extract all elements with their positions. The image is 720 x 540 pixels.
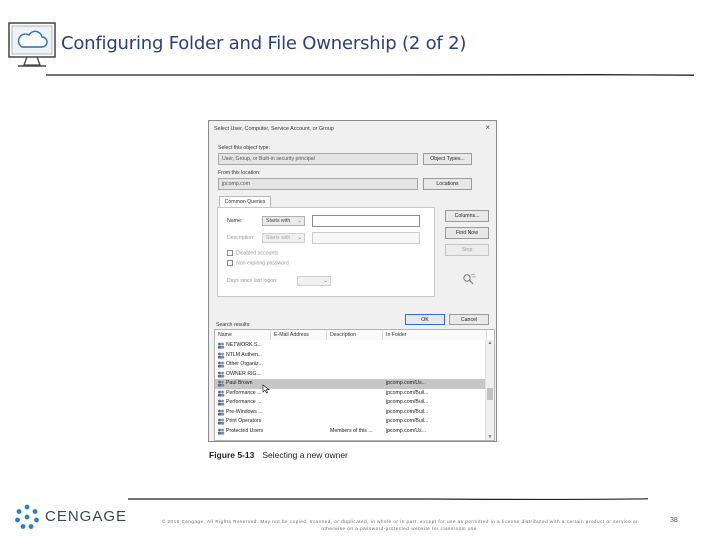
table-row[interactable] — [215, 408, 485, 418]
cell-folder: jpcomp.com/Buil... — [386, 418, 429, 424]
user-group-icon — [217, 361, 225, 368]
column-header-email[interactable]: E-Mail Address — [271, 330, 327, 340]
cell-name: Performance ... — [226, 389, 262, 396]
non-expiring-label: Non expiring password — [236, 260, 289, 267]
user-group-icon — [217, 428, 225, 435]
user-group-icon — [217, 380, 225, 387]
search-magnifier-icon — [461, 273, 477, 285]
cell-folder: jpcomp.com/Us... — [386, 380, 427, 386]
cell-name: Pre-Windows ... — [226, 408, 263, 415]
title-divider — [46, 73, 694, 77]
cell-name: Performance ... — [226, 399, 262, 405]
search-results-label: Search results: — [216, 322, 251, 328]
name-input[interactable] — [312, 215, 420, 227]
description-input[interactable] — [312, 232, 420, 244]
object-types-button[interactable]: Object Types... — [423, 153, 472, 165]
cell-name: Protected Users — [226, 427, 264, 434]
cloud-monitor-icon — [6, 20, 58, 70]
dialog-title: Select User, Computer, Service Account, or Group — [214, 126, 334, 132]
table-row[interactable] — [215, 341, 485, 351]
table-row[interactable] — [215, 351, 485, 361]
scroll-up-icon[interactable]: ▲ — [487, 340, 493, 346]
checkbox-box — [227, 250, 233, 256]
table-row[interactable] — [215, 398, 485, 408]
table-row[interactable] — [215, 360, 485, 370]
days-since-logon-label: Days since last logon: — [227, 278, 278, 284]
cell-folder: jpcomp.com/Buil... — [386, 389, 429, 396]
user-group-icon — [217, 371, 225, 378]
disabled-accounts-label: Disabled accounts — [236, 250, 279, 257]
table-row[interactable] — [215, 370, 485, 380]
cell-name: Other Organiz... — [226, 361, 263, 367]
table-row[interactable] — [215, 417, 485, 427]
name-match-value: Starts with — [266, 218, 291, 224]
figure-number: Figure 5-13 — [209, 450, 255, 460]
footer-divider — [128, 497, 648, 501]
column-header-folder[interactable]: In Folder — [383, 330, 487, 340]
locations-button[interactable]: Locations — [423, 178, 472, 190]
stop-button[interactable]: Stop — [445, 244, 489, 256]
chevron-down-icon: ⌄ — [297, 218, 302, 224]
find-now-button[interactable]: Find Now — [445, 227, 489, 239]
search-results-list — [214, 329, 495, 441]
user-group-icon — [217, 390, 225, 397]
cell-name: Print Operators — [226, 418, 262, 424]
table-row[interactable] — [215, 389, 485, 399]
location-label: From this location: — [218, 170, 261, 176]
scroll-down-icon[interactable]: ▼ — [487, 434, 493, 440]
non-expiring-checkbox[interactable] — [227, 260, 289, 266]
cell-folder: jpcomp.com/Buil... — [386, 399, 429, 405]
copyright-line-1: © 2018 Cengage. All Rights Reserved. May not be copied, scanned, or duplicated, in whole or in part, except for use as permitted in a license distributed with a certain product or service or — [161, 519, 639, 524]
tab-common-queries[interactable]: Common Queries — [219, 196, 271, 208]
table-row[interactable] — [215, 427, 485, 437]
name-match-select[interactable] — [262, 216, 305, 226]
cell-folder: jpcomp.com/Buil... — [386, 408, 429, 415]
cell-name: NETWORK S... — [226, 342, 262, 348]
cell-folder: jpcomp.com/Us... — [386, 427, 427, 434]
user-group-icon — [217, 418, 225, 425]
cell-name: OWNER RIG... — [226, 370, 261, 377]
description-match-select[interactable] — [262, 233, 305, 243]
cengage-brand: CENGAGE — [45, 508, 128, 525]
columns-button[interactable]: Columns... — [445, 210, 489, 222]
location-field: jpcomp.com — [218, 178, 418, 190]
column-header-name[interactable]: Name — [215, 330, 271, 340]
column-header-description[interactable]: Description — [327, 330, 383, 340]
chevron-down-icon: ⌄ — [323, 278, 328, 284]
mouse-cursor-icon — [262, 384, 270, 394]
figure-caption-text: Selecting a new owner — [262, 450, 348, 460]
cell-name: Paul Brown — [226, 380, 253, 386]
ok-button[interactable]: OK — [405, 314, 445, 325]
cengage-logo-icon — [14, 504, 40, 530]
page-number: 38 — [670, 517, 678, 524]
description-label: Description: — [227, 235, 255, 241]
scroll-thumb[interactable] — [487, 388, 493, 400]
copyright-line-2: otherwise on a password-protected website for classroom use. — [321, 526, 479, 531]
common-queries-panel — [217, 207, 435, 297]
user-group-icon — [217, 409, 225, 416]
cancel-button[interactable]: Cancel — [449, 314, 489, 325]
checkbox-box — [227, 260, 233, 266]
select-user-dialog — [208, 120, 497, 442]
days-since-logon-select[interactable] — [297, 276, 331, 286]
slide-title: Configuring Folder and File Ownership (2 of 2) — [61, 33, 467, 54]
close-icon[interactable]: × — [485, 123, 490, 132]
results-scrollbar[interactable] — [485, 340, 494, 440]
table-row[interactable] — [215, 379, 485, 389]
user-group-icon — [217, 342, 225, 349]
name-label: Name: — [227, 218, 243, 224]
copyright-notice — [140, 518, 660, 532]
figure-caption — [209, 450, 348, 460]
cell-description: Members of this ... — [330, 427, 373, 434]
description-match-value: Starts with — [266, 235, 291, 241]
object-type-field: User, Group, or Built-in security principal — [218, 153, 418, 165]
disabled-accounts-checkbox[interactable] — [227, 250, 278, 256]
chevron-down-icon: ⌄ — [297, 235, 302, 241]
cell-name: NTLM Authen... — [226, 351, 263, 358]
user-group-icon — [217, 352, 225, 359]
object-type-label: Select this object type: — [218, 145, 270, 151]
user-group-icon — [217, 399, 225, 406]
